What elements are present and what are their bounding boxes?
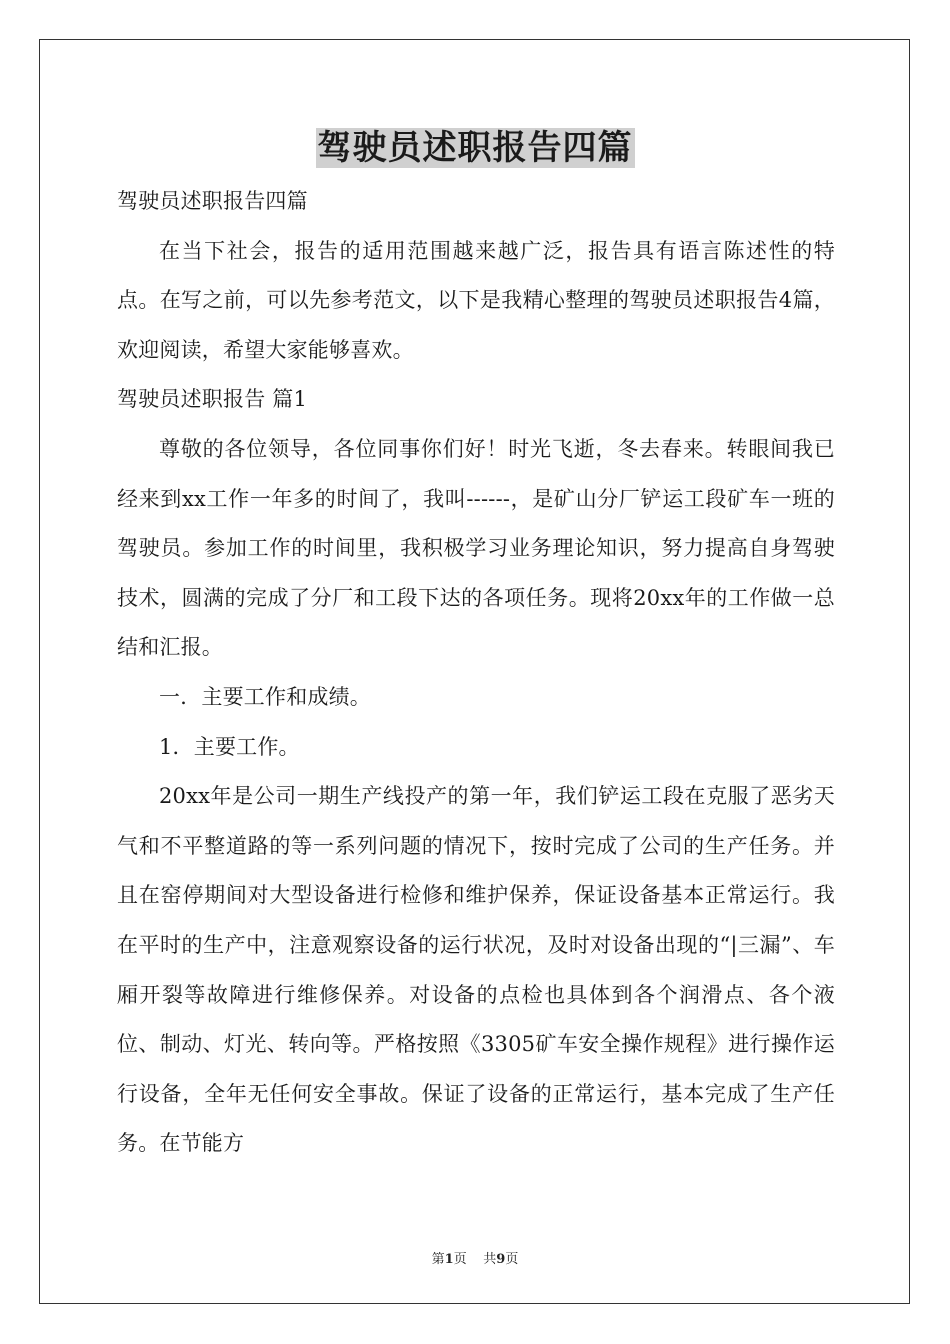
outline-heading: 一．主要工作和成绩。 xyxy=(159,684,371,709)
document-title-text: 驾驶员述职报告四篇 xyxy=(317,128,633,168)
body-paragraph: 尊敬的各位领导，各位同事你们好！时光飞逝，冬去春来。转眼间我已经来到xx工作一年多的时间了，我叫------，是矿山分厂铲运工段矿车一班的驾驶员。参加工作的时间里，我积极学习业务理论知识，努力提高自身驾驶技术，圆满的完成了分厂和工段下达的各项任务。现将20xx年的工作做一总结和汇报。 xyxy=(117,436,835,660)
page-current: 1 xyxy=(444,1252,454,1267)
subtitle-line: 驾驶员述职报告四篇 xyxy=(117,189,308,213)
outline-subheading: 1．主要工作。 xyxy=(159,734,300,759)
page-prefix: 第 xyxy=(431,1252,445,1267)
document-body xyxy=(117,177,835,1169)
document-title xyxy=(0,122,950,174)
page-suffix: 页 xyxy=(453,1252,467,1267)
section-heading: 驾驶员述职报告 篇1 xyxy=(117,387,308,412)
intro-paragraph: 在当下社会，报告的适用范围越来越广泛，报告具有语言陈述性的特点。在写之前，可以先参考范文，以下是我精心整理的驾驶员述职报告4篇，欢迎阅读，希望大家能够喜欢。 xyxy=(117,238,835,362)
total-prefix: 共 xyxy=(483,1252,497,1267)
page-total: 9 xyxy=(496,1252,506,1267)
page-footer xyxy=(0,1248,950,1267)
total-suffix: 页 xyxy=(505,1252,519,1267)
body-paragraph: 20xx年是公司一期生产线投产的第一年，我们铲运工段在克服了恶劣天气和不平整道路的等一系列问题的情况下，按时完成了公司的生产任务。并且在窑停期间对大型设备进行检修和维护保养，保证设备基本正常运行。我在平时的生产中，注意观察设备的运行状况，及时对设备出现的“|三漏”、车厢开裂等故障进行维修保养。对设备的点检也具体到各个润滑点、各个液位、制动、灯光、转向等。严格按照《3305矿车安全操作规程》进行操作运行设备，全年无任何安全事故。保证了设备的正常运行，基本完成了生产任务。在节能方 xyxy=(117,784,835,1156)
